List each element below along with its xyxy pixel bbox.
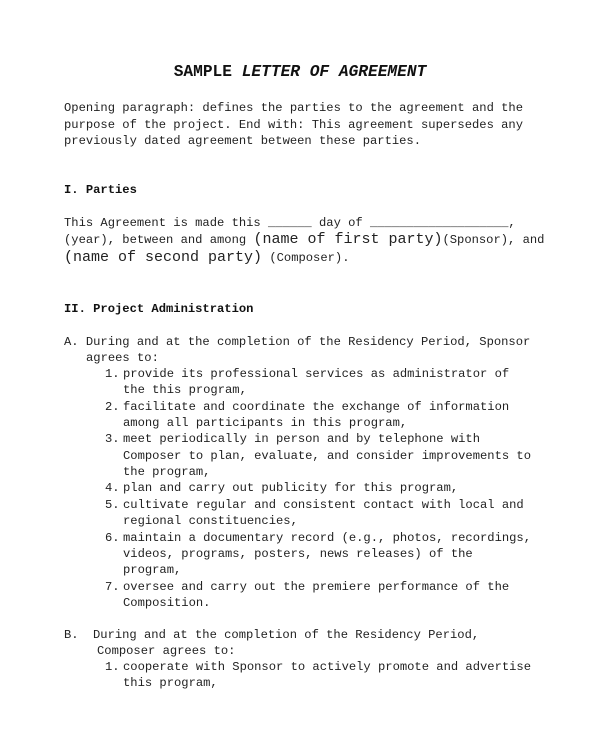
list-item-number: 1. [105, 367, 120, 381]
list-item-text: program, [123, 563, 182, 578]
parties-line: (name of second party) (Composer). [64, 249, 350, 266]
list-item-text: the program, [123, 465, 211, 480]
list-item-text: this program, [123, 676, 218, 691]
opening-line: previously dated agreement between these parties. [64, 134, 421, 148]
first-party-placeholder: (name of first party) [253, 231, 443, 248]
list-item-number: 1. [105, 660, 120, 674]
list-item-text: cultivate regular and consistent contact with local and [123, 497, 524, 512]
list-item-number: 5. [105, 497, 120, 512]
list-item-text: plan and carry out publicity for this program, [123, 481, 459, 496]
clause-b: Composer agrees to: [97, 644, 236, 658]
list-item-number: 6. [105, 530, 120, 545]
list-item-text: cooperate with Sponsor to actively promote and advertise [123, 660, 531, 674]
list-item-text: videos, programs, posters, news releases) of the [123, 546, 473, 561]
list-item-number: 2. [105, 399, 120, 414]
clause-a: A. During and at the completion of the Residency Period, Sponsor [64, 335, 531, 349]
list-item-number: 3. [105, 432, 120, 447]
list-item-text: provide its professional services as administrator of [123, 367, 510, 381]
section-heading-parties: I. Parties [64, 183, 137, 197]
list-item-text: among all participants in this program, [123, 416, 408, 431]
clause-b-label: B. [64, 628, 79, 642]
parties-line: This Agreement is made this ______ day of ___________________, [64, 216, 516, 230]
list-item-text: the this program, [123, 383, 247, 398]
clause-a: agrees to: [86, 351, 159, 365]
list-item-text: Composer to plan, evaluate, and consider improvements to [123, 448, 531, 463]
clause-b: During and at the completion of the Residency Period, [93, 628, 480, 642]
list-item-text: meet periodically in person and by telephone with [123, 432, 480, 447]
parties-line: (year), between and among (name of first party)(Sponsor), and [64, 231, 545, 248]
list-item-text: Composition. [123, 595, 211, 610]
list-item-text: regional constituencies, [123, 514, 298, 529]
list-item-number: 7. [105, 579, 120, 594]
list-item-text: oversee and carry out the premiere performance of the [123, 579, 510, 594]
list-item-text: maintain a documentary record (e.g., photos, recordings, [123, 530, 531, 545]
opening-line: purpose of the project. End with: This agreement supersedes any [64, 118, 523, 132]
second-party-placeholder: (name of second party) [64, 249, 263, 266]
list-item-text: facilitate and coordinate the exchange of information [123, 399, 510, 414]
section-heading-administration: II. Project Administration [64, 302, 254, 316]
list-item-number: 4. [105, 481, 120, 496]
document-title: SAMPLE LETTER OF AGREEMENT [173, 63, 427, 81]
opening-line: Opening paragraph: defines the parties to the agreement and the [64, 101, 523, 115]
